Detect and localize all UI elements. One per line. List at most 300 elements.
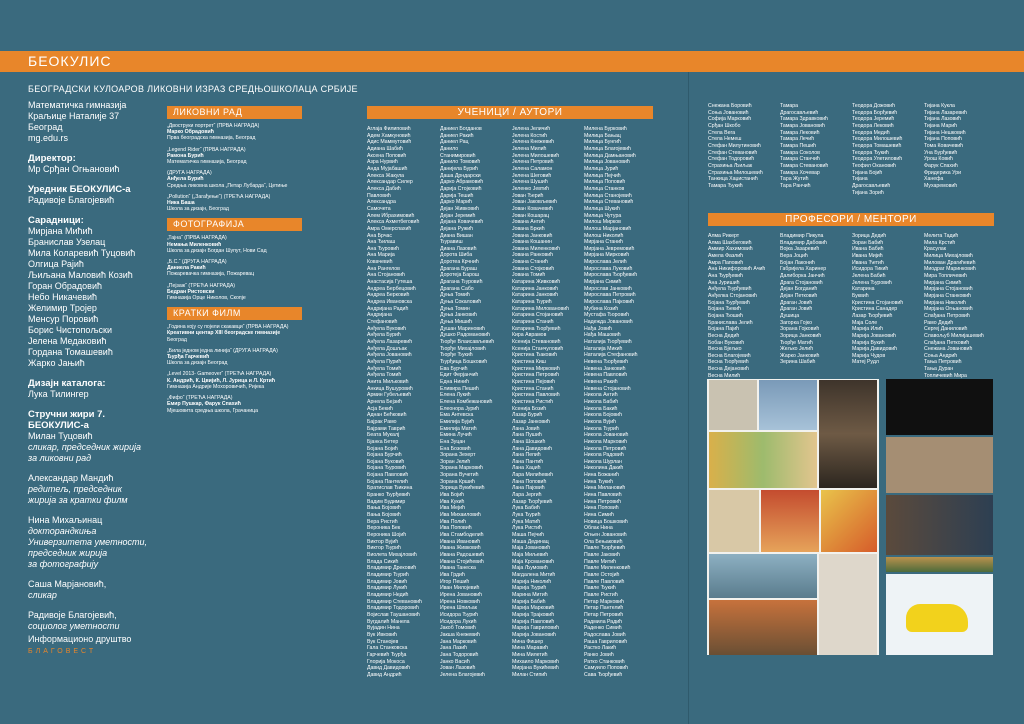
film-award-entry <box>167 371 302 390</box>
name-entry: Владимир Ђурић <box>367 571 409 578</box>
name-entry: Армин Губељевић <box>367 392 412 399</box>
name-entry: Марија Чудов <box>852 352 886 359</box>
name-entry: Милица Станков <box>584 185 625 192</box>
name-entry: Тамара Ђукић <box>708 182 743 189</box>
name-entry: Анда Мујабашић <box>367 165 408 172</box>
associates-list <box>28 215 163 369</box>
name-entry: Уна Бурђевић <box>924 149 958 156</box>
artwork-autumn-thumbnail <box>709 600 817 655</box>
name-entry: Дејана Ружић <box>440 225 473 232</box>
name-entry: Невена Павловић <box>584 372 628 379</box>
name-entry: Лара Јергић <box>512 492 542 499</box>
name-entry: Магдалена Митић <box>512 571 556 578</box>
catalog-subtitle: БЕОГРАДСКИ КУЛОАРОВ ЛИКОВНИ ИЗРАЗ СРЕДЊОШКОЛАЦА СРБИЈЕ <box>28 84 358 94</box>
mentors-name-column <box>852 233 903 366</box>
name-entry: Братислав Ђикина <box>367 485 413 492</box>
name-entry: Никола Ђурић <box>584 425 619 432</box>
name-entry: Бјанка Бетер <box>367 438 399 445</box>
name-entry: Наталија Ђорђевић <box>584 339 632 345</box>
name-entry: Миодраг Маринковић <box>924 266 976 273</box>
jury-member-name: Нина Михаљинац <box>28 515 103 525</box>
name-entry: Андријана Радић <box>367 305 409 312</box>
name-entry: Бајрак Рамо <box>367 418 397 425</box>
name-entry: Аммир Хахимовић <box>708 246 753 253</box>
name-entry: Ива Поповић <box>440 525 472 532</box>
name-entry: Кристина Павловић <box>512 392 560 399</box>
name-entry: Арнела Бејзић <box>367 398 402 405</box>
name-entry: Беата Мукалј <box>367 432 400 439</box>
art-award-entry <box>167 194 302 213</box>
name-entry: Дејан Богданић <box>780 286 818 293</box>
name-entry: Лука Ристић <box>512 525 542 532</box>
students-name-column <box>440 126 494 678</box>
name-entry: Стефановић <box>367 319 398 326</box>
name-entry: Невена Ракић <box>584 378 618 385</box>
name-entry: Владимир Дрековић <box>367 565 417 572</box>
name-entry: Раша Гавриловић <box>584 638 628 645</box>
name-entry: Никола Петровић <box>584 445 627 452</box>
name-entry: Лана Пепић <box>512 452 541 459</box>
name-entry: Јелена Благојевић <box>440 671 485 678</box>
award-title: „Година коју су појели скакавци“ (ПРВА НАГРАДА) <box>167 324 289 331</box>
name-entry: Софија Марковић <box>708 116 752 123</box>
name-entry: Јелена Шеговић <box>512 172 552 179</box>
award-winner: Креативни центар XIII београдске гимназије <box>167 330 281 337</box>
name-entry: Маја Љумовић <box>512 565 548 572</box>
jury-member-role: сликар <box>28 590 57 600</box>
photo-award-entry <box>167 259 302 278</box>
name-entry: Јована Ранковић <box>512 252 554 259</box>
name-entry: Стела Вега <box>708 129 736 136</box>
name-entry: Никола Радовић <box>584 452 624 459</box>
name-entry: Танкица Хаџистанић <box>708 176 758 183</box>
name-entry: Кристина Мирковић <box>512 365 560 372</box>
name-entry: Кристина Киш <box>512 358 546 365</box>
name-entry: Бранко Ђурђевић <box>367 492 410 499</box>
name-entry: Ксенија Стевановић <box>512 339 561 345</box>
name-entry: Вук Станојев <box>367 638 399 645</box>
name-entry: Диана Вишан <box>440 232 473 239</box>
name-entry: Тара Жутић <box>780 176 809 183</box>
name-entry: Анђела Бурић <box>367 332 401 339</box>
name-entry: Андријана <box>367 312 392 319</box>
name-entry: Милица Михајловић <box>924 252 973 259</box>
name-entry: Марија Илић <box>852 326 884 333</box>
jury-member <box>28 515 163 570</box>
name-entry: Сергеј Даниловић <box>924 326 968 333</box>
name-entry: Анђела Дошљак <box>367 345 407 352</box>
award-school: Математичка гимназија, Београд <box>167 159 247 166</box>
name-entry: Ена Зуцан <box>440 438 466 445</box>
name-entry: Катарина Станић <box>512 319 554 326</box>
name-entry: Весна Бјељко <box>708 346 742 353</box>
jury-member-role: за ликовни рад <box>28 453 92 463</box>
award-winner: Немања Миленковић <box>167 241 222 248</box>
name-entry: Данило Томовић <box>440 159 481 166</box>
jury-member-role: жирија за кратки филм <box>28 495 128 505</box>
name-entry: Ема Антевска <box>440 412 474 419</box>
name-entry: Елена Лукић <box>440 392 471 399</box>
art-award-entry <box>167 147 302 166</box>
name-entry: Јелена Петровић <box>512 159 554 166</box>
name-entry: Ана Брчас <box>367 232 393 239</box>
name-entry: Зорана Марковић <box>440 465 483 472</box>
name-entry: Азра Нурвић <box>367 159 398 166</box>
name-entry: Милица Јурић <box>584 165 619 172</box>
name-entry: Марија Давидовић <box>852 346 898 353</box>
name-entry: Андреа Бербецовић <box>367 285 416 292</box>
name-entry: Кристина Ристић <box>512 398 553 405</box>
name-entry: Павле Миленковић <box>584 565 631 572</box>
address-line: Математичка гимназија <box>28 100 127 110</box>
name-entry: Мирјана Вукићевић <box>512 665 559 672</box>
name-entry: Павле Митић <box>584 558 616 565</box>
name-entry: Нина Симић <box>584 512 614 519</box>
name-entry: Стефан Тодоровић <box>708 156 755 163</box>
photo-awards <box>167 235 302 301</box>
name-entry: Владимир Стевановић <box>367 598 422 605</box>
photo-paper-roll-thumbnail <box>886 437 993 493</box>
name-entry: Јелена Милошевић <box>512 152 560 159</box>
name-entry: Марија Марковић <box>512 605 555 612</box>
associate-name: Жарко Јањић <box>28 358 85 368</box>
name-entry: Владимир Пикула <box>780 233 824 239</box>
name-entry: Драгана Бураш <box>440 265 477 272</box>
name-entry: Павловић <box>367 192 391 199</box>
name-entry: Нађа Машовић <box>584 332 621 339</box>
associate-name: Љиљана Маловић Козић <box>28 270 133 280</box>
name-entry: Тамара Здравковић <box>780 116 828 123</box>
art-award-entry <box>167 170 302 189</box>
film-people-thumbnail <box>886 495 993 555</box>
film-heading: КРАТКИ ФИЛМ <box>167 307 302 320</box>
name-entry: Страхиња Милошевић <box>708 169 763 176</box>
name-entry: Слађана Петковић <box>924 339 970 346</box>
name-entry: Мирослава Петровић <box>584 292 636 299</box>
name-entry: Снежана Боровић <box>708 103 752 109</box>
editor-name: Радивоје Благојевић <box>28 195 115 205</box>
photo-dark-room-thumbnail <box>886 379 993 435</box>
name-entry: Тамара Лечић <box>780 136 815 143</box>
name-entry: Тања Дуран <box>924 366 954 373</box>
name-entry: Анђела Томић <box>367 365 402 372</box>
name-entry: Лазар Јанковић <box>512 418 550 425</box>
award-school: Школа за дизајн Богдан Шупут, Нови Сад <box>167 247 267 254</box>
name-entry: Јована Бркић <box>512 225 545 232</box>
name-entry: Ана Рангелов <box>367 265 400 272</box>
name-entry: Маша Дединац <box>512 538 549 545</box>
name-entry: Милица Чутура <box>584 212 622 219</box>
name-entry: Тома Ковачевић <box>924 142 964 149</box>
name-entry: Дуња Сокаловић <box>440 299 482 306</box>
artwork-portrait-thumbnail <box>709 380 757 430</box>
name-entry: Мила Крстић <box>924 239 956 246</box>
name-entry: Јована Томић <box>512 272 546 279</box>
associates-label: Сарадници: <box>28 215 84 226</box>
name-entry: Драгана Ђуровић <box>440 279 483 286</box>
award-winner: Марко Обрадовић <box>167 129 214 136</box>
name-entry: Амра Омерспахић <box>367 225 412 232</box>
name-entry: Ксенија Станчуловић <box>512 345 564 352</box>
name-entry: Весна Ђорђевић <box>708 359 749 366</box>
jury-member-role: за фотографију <box>28 559 99 569</box>
name-entry: Јелена Милић <box>512 145 547 152</box>
website-link[interactable]: mg.edu.rs <box>28 133 69 143</box>
name-entry: Јелена Шушић <box>512 179 548 186</box>
name-entry: Дејан Јеремић <box>440 212 476 219</box>
name-entry: Диана Лазовић <box>440 245 477 252</box>
name-entry: Анђела Пурић <box>367 358 402 365</box>
award-title: „Тајна“ (ПРВА НАГРАДА) <box>167 235 227 242</box>
name-entry: Еливира Пешић <box>440 385 479 392</box>
name-entry: Тамара Јовановић <box>780 122 825 129</box>
name-entry: Зорана Зехерт <box>440 452 476 459</box>
name-entry: Марија Бабић <box>512 598 546 605</box>
name-entry: Ана Ђурђевић <box>708 272 743 279</box>
name-entry: Невена Стојановић <box>584 385 631 392</box>
name-entry: Никола Антић <box>584 392 618 399</box>
name-entry: Радослава Јовић <box>584 631 626 638</box>
name-entry: Николина Дакић <box>584 465 624 472</box>
name-entry: Ксенија Бозић <box>512 405 547 412</box>
name-entry: Кристина Ђаковић <box>512 352 557 359</box>
name-entry: Јован Ђерић <box>512 192 544 199</box>
name-entry: Весна Дејановић <box>708 366 749 373</box>
name-entry: Снежана Јовановић <box>924 346 973 353</box>
photo-award-entry <box>167 283 302 302</box>
name-entry: Дуња Мишић <box>440 319 472 326</box>
name-entry: Анђела Јовановић <box>367 352 412 359</box>
name-entry: Ива Бојић <box>440 492 464 499</box>
award-school: Мјешовита средња школа, Грачаница <box>167 407 258 414</box>
name-entry: Кристина Станић <box>512 385 554 392</box>
name-entry: Ивана Бабић <box>852 246 884 253</box>
name-entry: Катарина Ђорђевић <box>512 325 561 332</box>
name-entry: Ива Михаиловић <box>440 512 481 519</box>
name-entry: Тијана Кукла <box>924 103 955 109</box>
name-entry: Мирјана Станић <box>584 239 623 246</box>
name-entry: Емина Лучић <box>440 432 472 439</box>
name-entry: Мухаремовић <box>924 182 958 189</box>
name-entry: Соња Андрић <box>924 352 958 359</box>
name-entry: Теодора Ђукић <box>852 149 889 156</box>
name-entry: Драгана Сабо <box>440 285 474 292</box>
page-fold <box>688 72 689 724</box>
award-title: „Б.С.“ (ДРУГА НАГРАДА) <box>167 259 227 266</box>
jury-member-role: докторандкиња <box>28 526 97 536</box>
award-school: Прва београдска гимназија, Београд <box>167 135 256 142</box>
name-entry: Теодора Лековић <box>852 122 894 129</box>
info-society-label: Информационо друштво <box>28 634 132 644</box>
name-entry: Бајрами Таврић <box>367 425 406 432</box>
name-entry: Ивана Мијић <box>852 252 883 259</box>
name-entry: Ева Бурчић <box>440 365 468 372</box>
name-entry: Јована Антић <box>512 219 545 226</box>
name-entry: Ана Никифоровић Ачић <box>708 266 766 273</box>
name-entry: Ива Полић <box>440 518 467 525</box>
name-entry: Јана Лазић <box>440 645 468 652</box>
name-entry: Славољуб Милијашевић <box>924 332 984 339</box>
name-entry: Тијана Нешковић <box>924 129 966 136</box>
name-entry: Катарина Ђурић <box>512 299 552 306</box>
name-entry: Ана Јуришић <box>708 279 740 286</box>
students-name-column-continued <box>924 103 967 190</box>
mentors-heading: ПРОФЕСОРИ / МЕНТОРИ <box>708 213 994 226</box>
name-entry: Јана Тодоровић <box>440 651 479 658</box>
school-address <box>28 100 163 144</box>
artwork-sketch-thumbnail <box>819 554 877 655</box>
name-entry: Мина Милетић <box>512 651 548 658</box>
car-shape <box>906 604 968 632</box>
name-entry: Вера Ристић <box>367 518 398 525</box>
name-entry: Марија Павловић <box>512 618 555 625</box>
name-entry: Милица Бањац <box>584 132 621 139</box>
name-entry: Мирослав Јанковић <box>584 285 632 292</box>
name-entry: Мирјана Симић <box>584 279 622 286</box>
name-entry: Петар Марковић <box>584 598 624 605</box>
artwork-comic-thumbnail <box>709 432 817 488</box>
name-entry: Облак Нина <box>584 525 613 532</box>
name-entry: Амра Паповић <box>708 259 744 266</box>
name-entry: Јелена Јеличић <box>512 126 551 132</box>
name-entry: Зорана Кршић <box>440 478 475 485</box>
name-entry: Владимир Дабовић <box>780 239 827 246</box>
name-entry: Ђуравиш <box>440 239 463 246</box>
name-entry: Тијана Лазовић <box>924 116 962 123</box>
name-entry: Огњен Јовановић <box>584 532 627 539</box>
name-entry: Ирена Шпиљак <box>440 605 478 612</box>
photo-award-entry <box>167 235 302 254</box>
name-entry: Сава Ђорђевић <box>584 671 623 678</box>
film-car-thumbnail <box>886 574 993 655</box>
name-entry: Стефан Стевановић <box>708 149 758 156</box>
name-entry: Мирјана Огњановић <box>924 306 973 313</box>
name-entry: Давид Андрић <box>367 671 402 678</box>
name-entry: Алекса Дабић <box>367 185 401 192</box>
name-entry: Бојана Пајић <box>708 326 740 333</box>
name-entry: Тамара Хочевар <box>780 169 820 176</box>
name-entry: Мирјана Николић <box>924 299 966 306</box>
name-entry: Срђан Шкобо <box>708 122 741 129</box>
name-entry: Марија Јовановић <box>852 332 896 339</box>
name-entry: Бојана Павловић <box>367 472 409 479</box>
name-entry: Владимир Недић <box>367 591 409 598</box>
name-entry: Милан Стипић <box>512 671 548 678</box>
name-entry: Теодора Медић <box>852 129 890 136</box>
associate-name: Менсур Поровић <box>28 314 99 324</box>
name-entry: Весна Милић <box>708 372 741 379</box>
jury-member <box>28 610 163 632</box>
name-entry: Даниел Рац <box>440 139 469 146</box>
name-entry: Милица Стевановић <box>584 199 634 206</box>
name-entry: Мирослава Ђорђевић <box>584 272 638 279</box>
name-entry: Марија Ђурић <box>512 585 547 592</box>
name-entry: Катарина Стојановић <box>512 312 564 319</box>
name-entry: Теодора Томашевић <box>852 142 902 149</box>
name-entry: Теофил Окановић <box>852 162 896 169</box>
name-entry: Анђела Ђурђевић <box>708 286 752 293</box>
design-label: Дизајн каталога: <box>28 378 106 389</box>
name-entry: Исидора Тикић <box>852 266 889 273</box>
name-entry: Милена Бурковић <box>584 126 627 132</box>
award-winner: К. Андрић, К. Цвијић, Л. Јурица и Л. Кртић <box>167 377 276 384</box>
film-awards <box>167 324 302 413</box>
name-entry: Доротеа Крчнић <box>440 259 479 266</box>
name-entry: Лука Матић <box>512 518 541 525</box>
jury-member-role: Универзитета уметности, <box>28 537 148 547</box>
name-entry: Тамара <box>780 103 799 109</box>
name-entry: Матеј Рудл <box>852 359 879 366</box>
name-entry: Дарко Марић <box>440 199 472 206</box>
name-entry: Далиборка Јанчић <box>780 272 825 279</box>
name-entry: Ирена Јовановић <box>440 591 483 598</box>
name-entry: Самочета <box>367 205 391 212</box>
name-entry: Лазар Ђорђевић <box>512 498 553 505</box>
name-entry: Милица Јовановић <box>584 159 630 166</box>
catalog-title: БЕОКУЛИС <box>28 53 112 69</box>
jury-member-name: Александар Мандић <box>28 473 114 483</box>
jury-member-role: социолог уметности <box>28 621 120 631</box>
name-entry: Милица Дамњановић <box>584 152 636 159</box>
name-entry: Мирослава Пајковић <box>584 299 635 306</box>
name-entry: Виктор Ђурић <box>367 545 401 552</box>
name-entry: Јована Станић <box>512 259 548 266</box>
name-entry: Мустафа Ђоровић <box>584 312 629 319</box>
name-entry: Тамара Соколов <box>780 149 820 156</box>
name-entry: Маја Крсмановић <box>512 558 554 565</box>
name-entry: Никола Шурлан <box>584 458 622 465</box>
name-entry: Гала Станковска <box>367 645 408 652</box>
name-entry: Асја Бекић <box>367 405 393 412</box>
name-entry: Дуња Јанковић <box>440 312 477 319</box>
name-entry: Елена Комбежановић <box>440 398 493 405</box>
name-entry: Тамара Пешић <box>780 142 817 149</box>
film-award-entry <box>167 395 302 414</box>
name-entry: Ивана Радошевић <box>440 552 485 558</box>
name-entry: Урош Ковић <box>924 156 953 163</box>
name-entry: Тијана Зорић <box>852 189 884 196</box>
name-entry: Наталија Микић <box>584 345 623 352</box>
name-entry: Тијана Бојић <box>852 169 883 176</box>
name-entry: Вук Ивковић <box>367 631 397 638</box>
associate-name: Бранислав Узелац <box>28 237 106 247</box>
name-entry: Анђела Лазаревић <box>367 339 413 345</box>
name-entry: Адиана Шабић <box>367 145 403 152</box>
students-name-column <box>512 126 569 678</box>
name-entry: Алма Рикерт <box>708 233 740 239</box>
name-entry: Бојана Ђекић <box>708 306 741 313</box>
name-entry: Александра <box>367 199 396 206</box>
name-entry: Лана Пантић <box>512 458 544 465</box>
name-entry: Весна Благојевић <box>708 352 751 359</box>
name-entry: Наталија Стефановић <box>584 352 638 359</box>
name-entry: Надежда Јовановић <box>584 319 633 326</box>
name-entry: Радмила Радић <box>584 618 622 625</box>
name-entry: Ратко Станковић <box>584 658 625 665</box>
director-label: Директор: <box>28 153 76 164</box>
jury-member-role: сликар, председник жирија <box>28 442 141 452</box>
name-entry: Марина Митић <box>512 591 548 598</box>
name-entry: Јелена Костић <box>512 132 548 139</box>
name-entry: Бранислава Јелић <box>708 319 753 326</box>
name-entry: Тијана <box>852 176 868 183</box>
name-entry: Ана Ђуровић <box>367 245 399 252</box>
name-entry: Јелена Бабић <box>852 272 886 279</box>
name-entry: Лана Пушић <box>512 432 542 439</box>
director-name: Мр Срђан Огњановић <box>28 164 120 174</box>
name-entry: Никола Марковић <box>584 438 627 445</box>
name-entry: Бојана Бурчић <box>367 452 402 459</box>
